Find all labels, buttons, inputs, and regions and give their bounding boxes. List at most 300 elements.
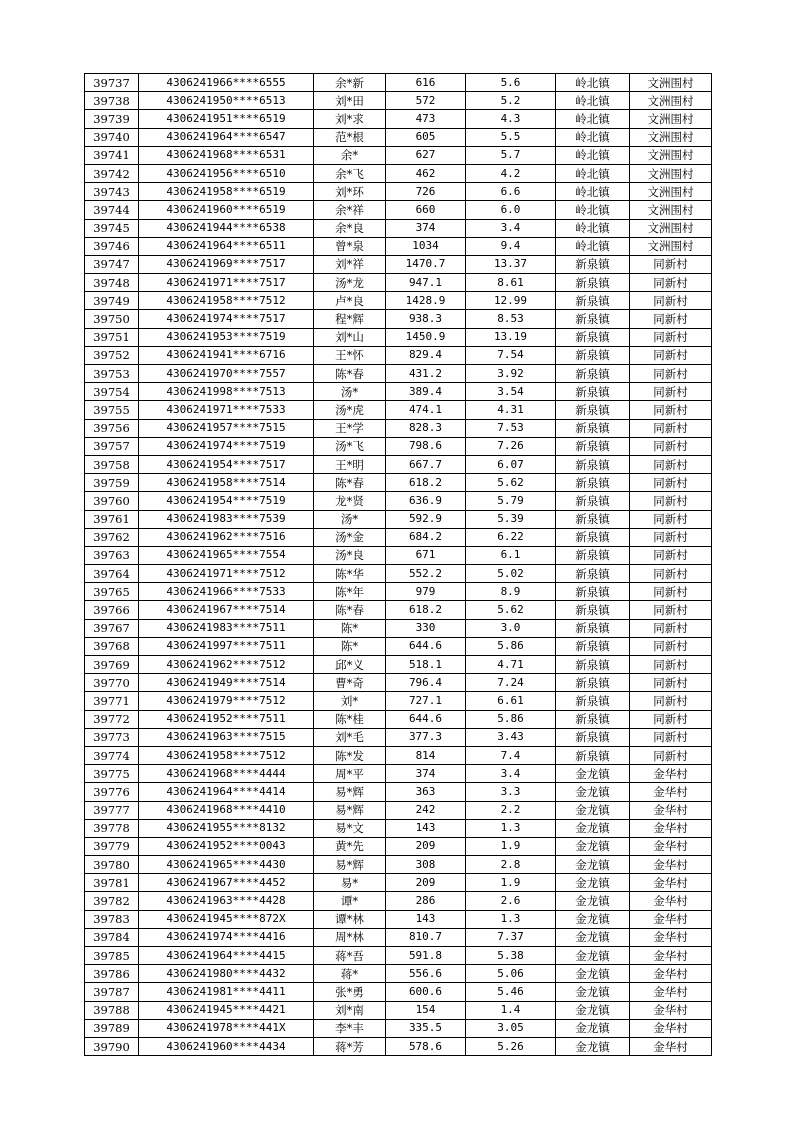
table-row (85, 274, 712, 292)
row-number-cell: 39764 (85, 565, 139, 583)
id-number-cell: 4306241966****7533 (139, 583, 314, 601)
value-cell: 9.4 (466, 237, 556, 255)
town-cell: 金龙镇 (556, 910, 630, 928)
record-table-body (85, 74, 712, 1056)
town-cell: 金龙镇 (556, 837, 630, 855)
amount-cell: 374 (386, 219, 466, 237)
table-row (85, 983, 712, 1001)
village-cell: 金华村 (630, 765, 712, 783)
village-cell: 文洲围村 (630, 92, 712, 110)
table-row (85, 856, 712, 874)
id-number-cell: 4306241967****4452 (139, 874, 314, 892)
record-table (84, 73, 712, 1056)
value-cell: 5.62 (466, 474, 556, 492)
amount-cell: 374 (386, 765, 466, 783)
row-number-cell: 39776 (85, 783, 139, 801)
value-cell: 7.54 (466, 346, 556, 364)
town-cell: 新泉镇 (556, 510, 630, 528)
table-row (85, 528, 712, 546)
town-cell: 金龙镇 (556, 819, 630, 837)
table-row (85, 801, 712, 819)
name-cell: 黄*先 (314, 837, 386, 855)
row-number-cell: 39753 (85, 365, 139, 383)
row-number-cell: 39772 (85, 710, 139, 728)
row-number-cell: 39743 (85, 183, 139, 201)
id-number-cell: 4306241962****7516 (139, 528, 314, 546)
name-cell: 刘* (314, 692, 386, 710)
name-cell: 陈* (314, 619, 386, 637)
value-cell: 12.99 (466, 292, 556, 310)
id-number-cell: 4306241958****7512 (139, 746, 314, 764)
row-number-cell: 39756 (85, 419, 139, 437)
value-cell: 6.1 (466, 546, 556, 564)
table-row (85, 510, 712, 528)
value-cell: 7.26 (466, 437, 556, 455)
row-number-cell: 39757 (85, 437, 139, 455)
value-cell: 6.6 (466, 183, 556, 201)
town-cell: 金龙镇 (556, 1019, 630, 1037)
id-number-cell: 4306241950****6513 (139, 92, 314, 110)
town-cell: 新泉镇 (556, 419, 630, 437)
name-cell: 易*辉 (314, 801, 386, 819)
value-cell: 5.2 (466, 92, 556, 110)
village-cell: 文洲围村 (630, 110, 712, 128)
value-cell: 5.39 (466, 510, 556, 528)
value-cell: 8.53 (466, 310, 556, 328)
table-row (85, 692, 712, 710)
id-number-cell: 4306241951****6519 (139, 110, 314, 128)
row-number-cell: 39766 (85, 601, 139, 619)
table-row (85, 546, 712, 564)
village-cell: 金华村 (630, 819, 712, 837)
village-cell: 同新村 (630, 674, 712, 692)
id-number-cell: 4306241960****6519 (139, 201, 314, 219)
value-cell: 2.2 (466, 801, 556, 819)
town-cell: 金龙镇 (556, 965, 630, 983)
row-number-cell: 39783 (85, 910, 139, 928)
value-cell: 3.0 (466, 619, 556, 637)
value-cell: 7.4 (466, 746, 556, 764)
id-number-cell: 4306241949****7514 (139, 674, 314, 692)
name-cell: 陈*发 (314, 746, 386, 764)
id-number-cell: 4306241971****7533 (139, 401, 314, 419)
amount-cell: 474.1 (386, 401, 466, 419)
name-cell: 汤* (314, 383, 386, 401)
village-cell: 同新村 (630, 419, 712, 437)
amount-cell: 618.2 (386, 601, 466, 619)
village-cell: 同新村 (630, 692, 712, 710)
table-row (85, 401, 712, 419)
town-cell: 新泉镇 (556, 292, 630, 310)
id-number-cell: 4306241998****7513 (139, 383, 314, 401)
id-number-cell: 4306241960****4434 (139, 1037, 314, 1055)
value-cell: 6.22 (466, 528, 556, 546)
name-cell: 刘*祥 (314, 255, 386, 273)
amount-cell: 1428.9 (386, 292, 466, 310)
amount-cell: 363 (386, 783, 466, 801)
name-cell: 周*林 (314, 928, 386, 946)
village-cell: 金华村 (630, 1037, 712, 1055)
table-row (85, 947, 712, 965)
value-cell: 3.54 (466, 383, 556, 401)
name-cell: 蒋*芳 (314, 1037, 386, 1055)
value-cell: 4.71 (466, 656, 556, 674)
amount-cell: 1470.7 (386, 255, 466, 273)
village-cell: 同新村 (630, 637, 712, 655)
village-cell: 金华村 (630, 928, 712, 946)
table-row (85, 1019, 712, 1037)
id-number-cell: 4306241952****7511 (139, 710, 314, 728)
row-number-cell: 39737 (85, 74, 139, 92)
row-number-cell: 39781 (85, 874, 139, 892)
id-number-cell: 4306241957****7515 (139, 419, 314, 437)
village-cell: 金华村 (630, 874, 712, 892)
id-number-cell: 4306241983****7511 (139, 619, 314, 637)
name-cell: 陈* (314, 637, 386, 655)
town-cell: 新泉镇 (556, 474, 630, 492)
id-number-cell: 4306241941****6716 (139, 346, 314, 364)
row-number-cell: 39744 (85, 201, 139, 219)
name-cell: 汤*虎 (314, 401, 386, 419)
table-row (85, 292, 712, 310)
village-cell: 文洲围村 (630, 237, 712, 255)
table-row (85, 674, 712, 692)
village-cell: 同新村 (630, 474, 712, 492)
amount-cell: 473 (386, 110, 466, 128)
table-row (85, 601, 712, 619)
amount-cell: 726 (386, 183, 466, 201)
row-number-cell: 39760 (85, 492, 139, 510)
amount-cell: 618.2 (386, 474, 466, 492)
table-row (85, 1001, 712, 1019)
village-cell: 同新村 (630, 510, 712, 528)
name-cell: 易*文 (314, 819, 386, 837)
town-cell: 岭北镇 (556, 92, 630, 110)
name-cell: 刘*山 (314, 328, 386, 346)
value-cell: 7.24 (466, 674, 556, 692)
table-row (85, 237, 712, 255)
village-cell: 文洲围村 (630, 164, 712, 182)
table-row (85, 383, 712, 401)
village-cell: 金华村 (630, 965, 712, 983)
village-cell: 同新村 (630, 255, 712, 273)
name-cell: 曾*泉 (314, 237, 386, 255)
amount-cell: 431.2 (386, 365, 466, 383)
table-row (85, 637, 712, 655)
village-cell: 同新村 (630, 274, 712, 292)
village-cell: 金华村 (630, 856, 712, 874)
id-number-cell: 4306241964****6547 (139, 128, 314, 146)
id-number-cell: 4306241955****8132 (139, 819, 314, 837)
amount-cell: 979 (386, 583, 466, 601)
amount-cell: 644.6 (386, 710, 466, 728)
village-cell: 同新村 (630, 437, 712, 455)
row-number-cell: 39778 (85, 819, 139, 837)
id-number-cell: 4306241981****4411 (139, 983, 314, 1001)
village-cell: 同新村 (630, 383, 712, 401)
value-cell: 1.3 (466, 910, 556, 928)
town-cell: 岭北镇 (556, 183, 630, 201)
id-number-cell: 4306241945****872X (139, 910, 314, 928)
table-row (85, 819, 712, 837)
id-number-cell: 4306241974****7519 (139, 437, 314, 455)
village-cell: 同新村 (630, 656, 712, 674)
table-row (85, 183, 712, 201)
town-cell: 新泉镇 (556, 692, 630, 710)
row-number-cell: 39773 (85, 728, 139, 746)
town-cell: 金龙镇 (556, 1037, 630, 1055)
village-cell: 同新村 (630, 346, 712, 364)
table-row (85, 74, 712, 92)
row-number-cell: 39790 (85, 1037, 139, 1055)
row-number-cell: 39751 (85, 328, 139, 346)
amount-cell: 1450.9 (386, 328, 466, 346)
value-cell: 1.9 (466, 837, 556, 855)
row-number-cell: 39767 (85, 619, 139, 637)
town-cell: 新泉镇 (556, 656, 630, 674)
town-cell: 金龙镇 (556, 928, 630, 946)
value-cell: 3.4 (466, 765, 556, 783)
id-number-cell: 4306241945****4421 (139, 1001, 314, 1019)
value-cell: 3.92 (466, 365, 556, 383)
table-row (85, 710, 712, 728)
name-cell: 刘*环 (314, 183, 386, 201)
village-cell: 金华村 (630, 910, 712, 928)
village-cell: 同新村 (630, 583, 712, 601)
amount-cell: 154 (386, 1001, 466, 1019)
town-cell: 新泉镇 (556, 274, 630, 292)
row-number-cell: 39785 (85, 947, 139, 965)
name-cell: 余*良 (314, 219, 386, 237)
village-cell: 同新村 (630, 728, 712, 746)
amount-cell: 727.1 (386, 692, 466, 710)
name-cell: 程*辉 (314, 310, 386, 328)
name-cell: 易*辉 (314, 856, 386, 874)
name-cell: 余*飞 (314, 164, 386, 182)
name-cell: 王*怀 (314, 346, 386, 364)
id-number-cell: 4306241968****4444 (139, 765, 314, 783)
amount-cell: 796.4 (386, 674, 466, 692)
name-cell: 汤*良 (314, 546, 386, 564)
row-number-cell: 39742 (85, 164, 139, 182)
village-cell: 金华村 (630, 837, 712, 855)
village-cell: 同新村 (630, 546, 712, 564)
amount-cell: 556.6 (386, 965, 466, 983)
town-cell: 金龙镇 (556, 765, 630, 783)
name-cell: 汤*金 (314, 528, 386, 546)
name-cell: 余* (314, 146, 386, 164)
value-cell: 5.46 (466, 983, 556, 1001)
row-number-cell: 39761 (85, 510, 139, 528)
table-row (85, 437, 712, 455)
village-cell: 同新村 (630, 746, 712, 764)
row-number-cell: 39789 (85, 1019, 139, 1037)
name-cell: 刘*求 (314, 110, 386, 128)
row-number-cell: 39780 (85, 856, 139, 874)
value-cell: 5.86 (466, 710, 556, 728)
table-row (85, 746, 712, 764)
village-cell: 同新村 (630, 565, 712, 583)
row-number-cell: 39752 (85, 346, 139, 364)
table-row (85, 1037, 712, 1055)
town-cell: 新泉镇 (556, 492, 630, 510)
amount-cell: 552.2 (386, 565, 466, 583)
id-number-cell: 4306241958****7512 (139, 292, 314, 310)
table-row (85, 728, 712, 746)
village-cell: 同新村 (630, 401, 712, 419)
amount-cell: 814 (386, 746, 466, 764)
amount-cell: 684.2 (386, 528, 466, 546)
town-cell: 新泉镇 (556, 710, 630, 728)
amount-cell: 377.3 (386, 728, 466, 746)
row-number-cell: 39777 (85, 801, 139, 819)
town-cell: 新泉镇 (556, 437, 630, 455)
name-cell: 陈*华 (314, 565, 386, 583)
id-number-cell: 4306241966****6555 (139, 74, 314, 92)
name-cell: 龙*贤 (314, 492, 386, 510)
name-cell: 刘*南 (314, 1001, 386, 1019)
id-number-cell: 4306241958****7514 (139, 474, 314, 492)
row-number-cell: 39770 (85, 674, 139, 692)
row-number-cell: 39771 (85, 692, 139, 710)
id-number-cell: 4306241974****7517 (139, 310, 314, 328)
town-cell: 新泉镇 (556, 619, 630, 637)
row-number-cell: 39788 (85, 1001, 139, 1019)
village-cell: 文洲围村 (630, 146, 712, 164)
value-cell: 2.8 (466, 856, 556, 874)
id-number-cell: 4306241964****6511 (139, 237, 314, 255)
table-row (85, 110, 712, 128)
id-number-cell: 4306241944****6538 (139, 219, 314, 237)
value-cell: 6.07 (466, 455, 556, 473)
table-row (85, 128, 712, 146)
table-row (85, 837, 712, 855)
row-number-cell: 39787 (85, 983, 139, 1001)
amount-cell: 605 (386, 128, 466, 146)
town-cell: 岭北镇 (556, 110, 630, 128)
amount-cell: 810.7 (386, 928, 466, 946)
table-row (85, 765, 712, 783)
row-number-cell: 39765 (85, 583, 139, 601)
town-cell: 新泉镇 (556, 583, 630, 601)
amount-cell: 518.1 (386, 656, 466, 674)
value-cell: 5.86 (466, 637, 556, 655)
name-cell: 曹*奇 (314, 674, 386, 692)
amount-cell: 209 (386, 837, 466, 855)
town-cell: 金龙镇 (556, 856, 630, 874)
amount-cell: 938.3 (386, 310, 466, 328)
row-number-cell: 39758 (85, 455, 139, 473)
value-cell: 13.37 (466, 255, 556, 273)
id-number-cell: 4306241971****7512 (139, 565, 314, 583)
village-cell: 文洲围村 (630, 219, 712, 237)
row-number-cell: 39746 (85, 237, 139, 255)
amount-cell: 330 (386, 619, 466, 637)
id-number-cell: 4306241969****7517 (139, 255, 314, 273)
name-cell: 邱*义 (314, 656, 386, 674)
amount-cell: 829.4 (386, 346, 466, 364)
town-cell: 岭北镇 (556, 74, 630, 92)
town-cell: 新泉镇 (556, 565, 630, 583)
town-cell: 金龙镇 (556, 801, 630, 819)
village-cell: 同新村 (630, 310, 712, 328)
table-row (85, 92, 712, 110)
amount-cell: 660 (386, 201, 466, 219)
village-cell: 同新村 (630, 492, 712, 510)
value-cell: 6.61 (466, 692, 556, 710)
amount-cell: 947.1 (386, 274, 466, 292)
town-cell: 新泉镇 (556, 346, 630, 364)
name-cell: 刘*毛 (314, 728, 386, 746)
amount-cell: 462 (386, 164, 466, 182)
town-cell: 新泉镇 (556, 637, 630, 655)
name-cell: 张*勇 (314, 983, 386, 1001)
id-number-cell: 4306241964****4414 (139, 783, 314, 801)
amount-cell: 798.6 (386, 437, 466, 455)
town-cell: 岭北镇 (556, 128, 630, 146)
village-cell: 同新村 (630, 710, 712, 728)
row-number-cell: 39749 (85, 292, 139, 310)
value-cell: 2.6 (466, 892, 556, 910)
table-row (85, 474, 712, 492)
village-cell: 金华村 (630, 1001, 712, 1019)
table-row (85, 619, 712, 637)
id-number-cell: 4306241970****7557 (139, 365, 314, 383)
town-cell: 金龙镇 (556, 783, 630, 801)
row-number-cell: 39779 (85, 837, 139, 855)
town-cell: 新泉镇 (556, 401, 630, 419)
village-cell: 金华村 (630, 983, 712, 1001)
value-cell: 1.9 (466, 874, 556, 892)
amount-cell: 572 (386, 92, 466, 110)
village-cell: 文洲围村 (630, 201, 712, 219)
table-row (85, 928, 712, 946)
id-number-cell: 4306241963****7515 (139, 728, 314, 746)
name-cell: 李*丰 (314, 1019, 386, 1037)
amount-cell: 143 (386, 910, 466, 928)
id-number-cell: 4306241971****7517 (139, 274, 314, 292)
row-number-cell: 39738 (85, 92, 139, 110)
name-cell: 汤*飞 (314, 437, 386, 455)
name-cell: 刘*田 (314, 92, 386, 110)
town-cell: 新泉镇 (556, 383, 630, 401)
value-cell: 8.61 (466, 274, 556, 292)
name-cell: 陈*春 (314, 365, 386, 383)
name-cell: 汤* (314, 510, 386, 528)
name-cell: 周*平 (314, 765, 386, 783)
row-number-cell: 39769 (85, 656, 139, 674)
id-number-cell: 4306241974****4416 (139, 928, 314, 946)
id-number-cell: 4306241980****4432 (139, 965, 314, 983)
name-cell: 易*辉 (314, 783, 386, 801)
id-number-cell: 4306241967****7514 (139, 601, 314, 619)
village-cell: 同新村 (630, 365, 712, 383)
town-cell: 新泉镇 (556, 310, 630, 328)
amount-cell: 616 (386, 74, 466, 92)
village-cell: 同新村 (630, 619, 712, 637)
town-cell: 新泉镇 (556, 546, 630, 564)
id-number-cell: 4306241953****7519 (139, 328, 314, 346)
table-row (85, 965, 712, 983)
row-number-cell: 39747 (85, 255, 139, 273)
table-row (85, 419, 712, 437)
value-cell: 4.2 (466, 164, 556, 182)
id-number-cell: 4306241997****7511 (139, 637, 314, 655)
town-cell: 新泉镇 (556, 328, 630, 346)
value-cell: 5.79 (466, 492, 556, 510)
table-row (85, 910, 712, 928)
village-cell: 金华村 (630, 947, 712, 965)
